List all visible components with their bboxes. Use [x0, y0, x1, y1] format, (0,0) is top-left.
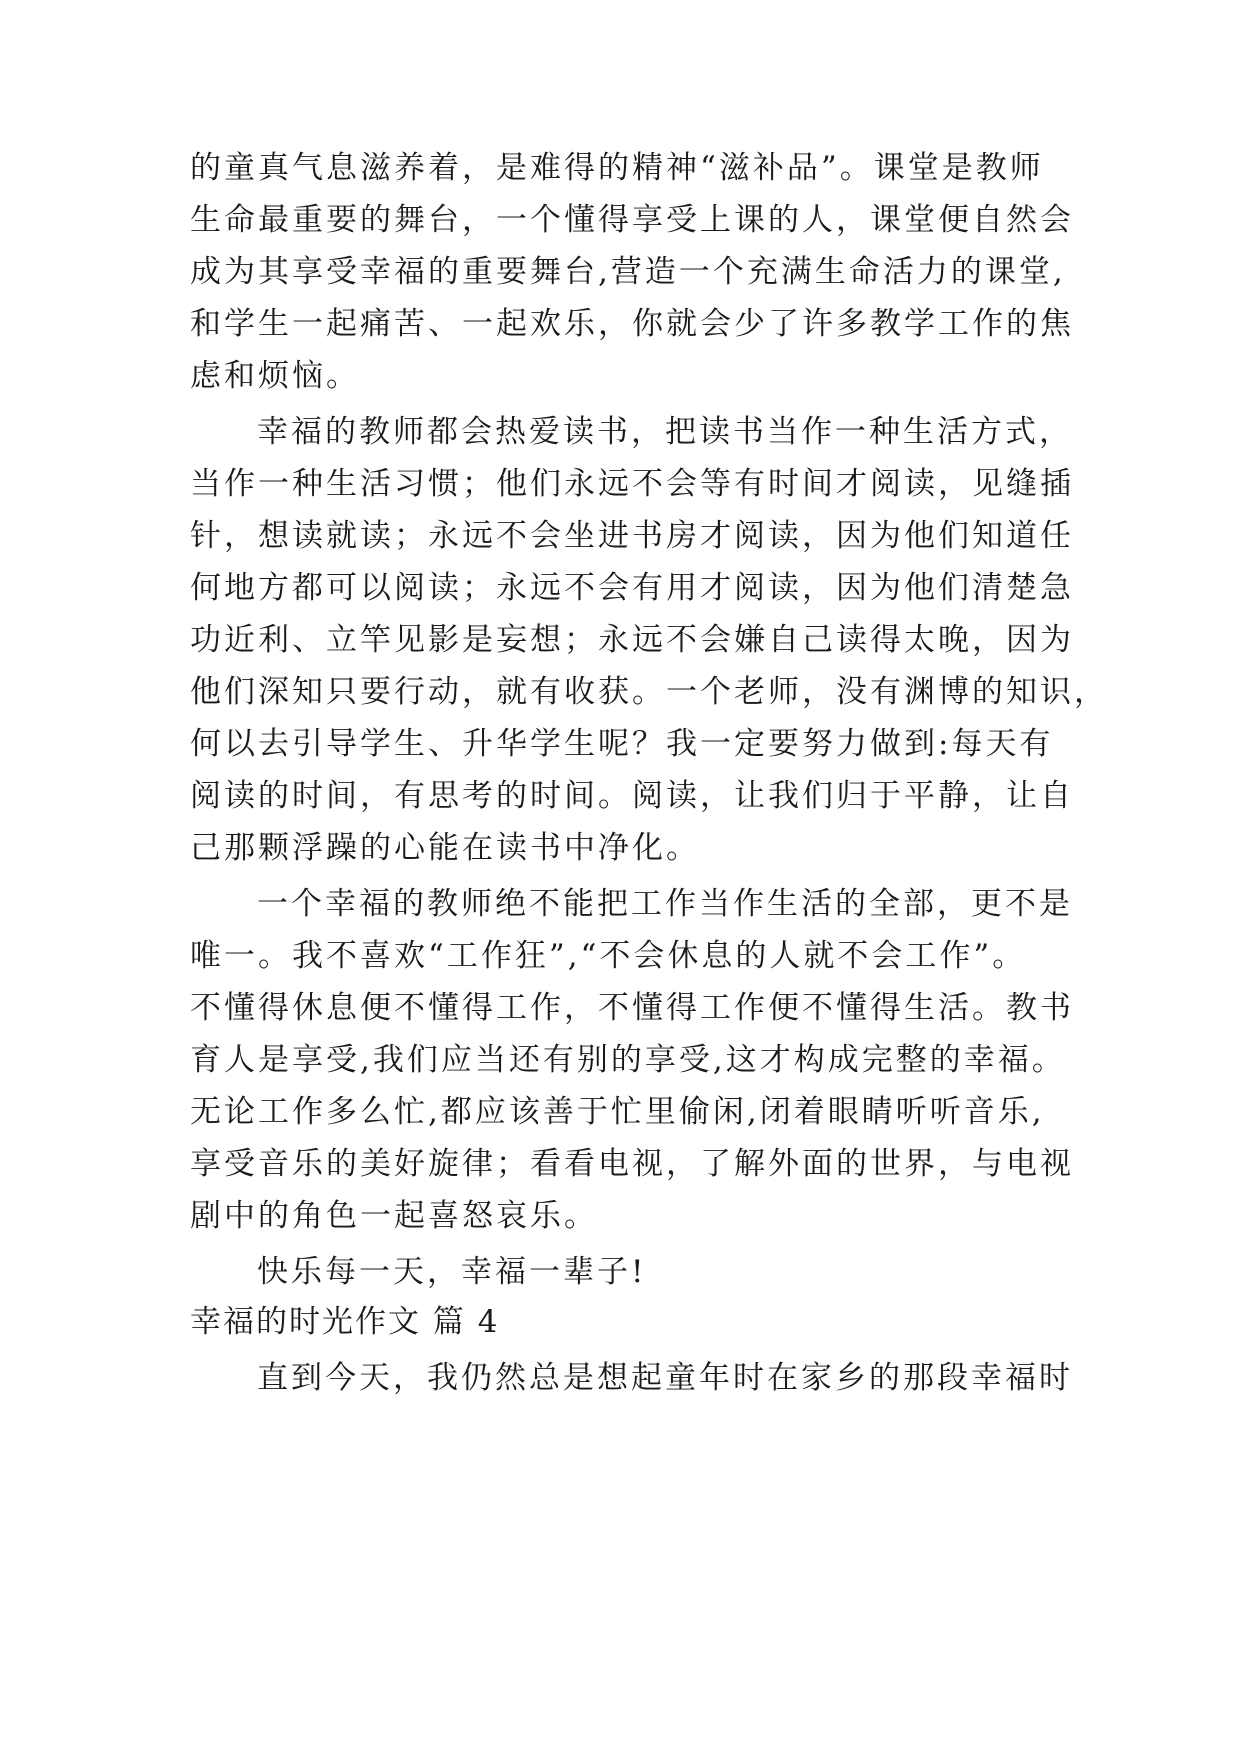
text-line: 唯一。我不喜欢“工作狂”,“不会休息的人就不会工作”。 [190, 938, 1027, 974]
text-line: 无论工作多么忙,都应该善于忙里偷闲,闭着眼睛听听音乐, [190, 1094, 1045, 1130]
paragraph-first-line: 一个幸福的教师绝不能把工作当作生活的全部，更不是 [257, 886, 1073, 922]
text-line: 和学生一起痛苦、一起欢乐，你就会少了许多教学工作的焦 [190, 306, 1074, 342]
text-line: 何以去引导学生、升华学生呢？我一定要努力做到:每天有 [190, 726, 1054, 762]
text-line: 不懂得休息便不懂得工作，不懂得工作便不懂得生活。教书 [190, 990, 1074, 1026]
text-line: 虑和烦恼。 [190, 358, 360, 394]
text-line: 育人是享受,我们应当还有别的享受,这才构成完整的幸福。 [190, 1042, 1066, 1078]
text-line: 生命最重要的舞台，一个懂得享受上课的人，课堂便自然会 [190, 202, 1074, 238]
text-line: 针，想读就读；永远不会坐进书房才阅读，因为他们知道任 [190, 518, 1074, 554]
paragraph-first-line: 直到今天，我仍然总是想起童年时在家乡的那段幸福时 [257, 1360, 1073, 1396]
text-line: 成为其享受幸福的重要舞台,营造一个充满生命活力的课堂, [190, 254, 1066, 290]
text-line: 享受音乐的美好旋律；看看电视，了解外面的世界，与电视 [190, 1146, 1074, 1182]
paragraph-first-line: 快乐每一天，幸福一辈子! [257, 1254, 647, 1290]
text-line: 阅读的时间，有思考的时间。阅读，让我们归于平静，让自 [190, 778, 1074, 814]
text-line: 的童真气息滋养着，是难得的精神“滋补品”。课堂是教师 [190, 150, 1044, 186]
text-line: 己那颗浮躁的心能在读书中净化。 [190, 830, 700, 866]
text-line: 何地方都可以阅读；永远不会有用才阅读，因为他们清楚急 [190, 570, 1074, 606]
section-heading: 幸福的时光作文 篇 4 [190, 1304, 500, 1340]
text-line: 他们深知只要行动，就有收获。一个老师，没有渊博的知识， [190, 674, 1108, 710]
text-line: 功近利、立竿见影是妄想；永远不会嫌自己读得太晚，因为 [190, 622, 1074, 658]
paragraph-first-line: 幸福的教师都会热爱读书，把读书当作一种生活方式， [257, 414, 1073, 450]
text-line: 剧中的角色一起喜怒哀乐。 [190, 1198, 598, 1234]
text-line: 当作一种生活习惯；他们永远不会等有时间才阅读，见缝插 [190, 466, 1074, 502]
